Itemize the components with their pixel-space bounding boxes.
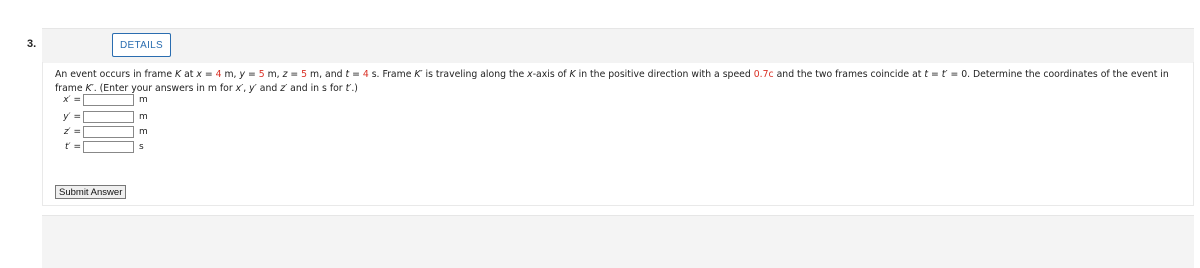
given-z-value: 5 xyxy=(301,69,308,80)
given-t-value: 4 xyxy=(362,69,369,80)
question-header xyxy=(42,28,1194,63)
given-speed-value: 0.7c xyxy=(753,69,774,80)
answer-input-y[interactable] xyxy=(83,111,134,123)
answer-row-x xyxy=(56,93,148,107)
answer-label-y: y′ = xyxy=(63,112,81,122)
answer-unit-t: s xyxy=(139,142,144,152)
next-question-header xyxy=(42,215,1194,268)
answer-unit-y: m xyxy=(139,112,148,122)
answer-input-x[interactable] xyxy=(83,94,134,106)
details-button[interactable]: DETAILS xyxy=(112,33,171,57)
answer-label-z: z′ = xyxy=(63,127,81,137)
given-y-value: 5 xyxy=(258,69,265,80)
answer-row-z xyxy=(56,125,148,139)
answer-row-t xyxy=(56,140,144,154)
answer-input-t[interactable] xyxy=(83,141,134,153)
submit-answer-button[interactable]: Submit Answer xyxy=(55,185,126,199)
answer-label-x: x′ = xyxy=(63,95,81,105)
answer-label-t: t′ = xyxy=(65,142,81,152)
answer-input-z[interactable] xyxy=(83,126,134,138)
answer-unit-z: m xyxy=(139,127,148,137)
question-number: 3. xyxy=(27,38,37,50)
answer-unit-x: m xyxy=(139,95,148,105)
question-prompt: An event occurs in frame K at x = 4 m, y = 5 m, z = 5 m, and t = 4 s. Frame K′ is traveling along the x-axis of K in the positive direction with a speed 0.7c and the two frames coincide at t = t′ = 0. Determine the coordinates of the event in frame K′. (Enter your answers in m for x′, y′ and z′ and in s for t′.) xyxy=(55,69,1169,94)
given-x-value: 4 xyxy=(215,69,222,80)
answer-row-y xyxy=(56,110,148,124)
